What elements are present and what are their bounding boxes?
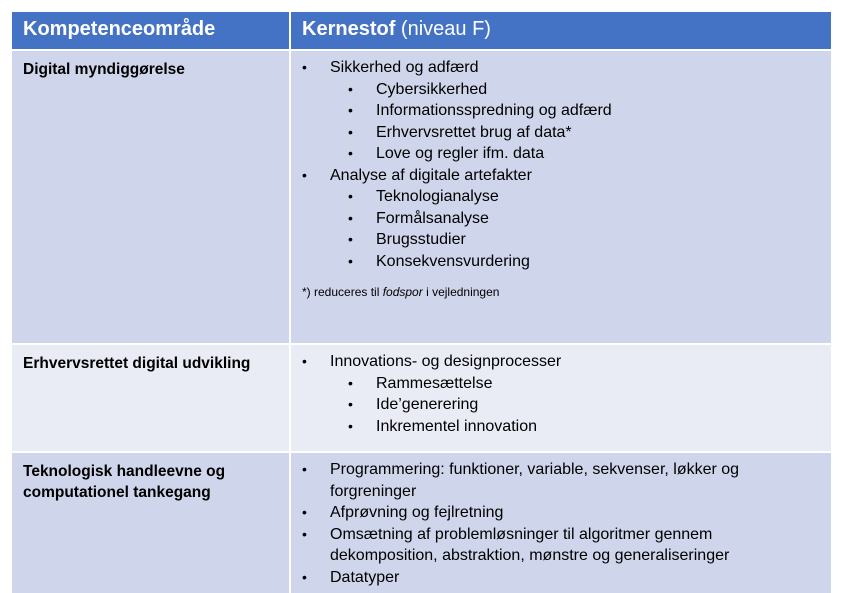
list-item-label: Afprøvning og fejlretning	[330, 504, 504, 521]
bullet-icon: •	[302, 166, 307, 183]
header-col1-label: Kompetenceområde	[23, 18, 216, 40]
header-col2-label: Kernestof	[302, 18, 396, 40]
footnote-italic: fodspor	[382, 285, 423, 299]
bullet-icon: •	[348, 209, 353, 226]
sub-list-item	[348, 79, 820, 101]
content-list	[302, 351, 820, 437]
core-content-cell	[291, 453, 831, 593]
bullet-icon: •	[302, 504, 307, 520]
list-item	[302, 567, 820, 589]
sub-list	[330, 79, 820, 165]
content-list	[302, 459, 820, 588]
sub-list-item	[348, 143, 820, 165]
list-item-label: Innovations- og designprocesser	[330, 353, 562, 370]
sub-list-item	[348, 100, 820, 122]
list-item-label: Datatyper	[330, 568, 400, 586]
sub-list-item	[348, 186, 820, 208]
table-header-row	[12, 12, 831, 51]
list-item	[302, 57, 820, 165]
list-item	[302, 459, 820, 502]
sub-list-item-label: Rammesættelse	[376, 374, 493, 392]
bullet-icon: •	[348, 417, 353, 434]
bullet-icon: •	[348, 80, 353, 97]
list-item	[302, 524, 820, 567]
competence-area-cell	[12, 345, 291, 451]
bullet-icon: •	[302, 353, 307, 369]
sub-list-item-label: Teknologianalyse	[376, 188, 499, 205]
bullet-icon: •	[348, 231, 353, 247]
bullet-icon: •	[302, 461, 307, 477]
sub-list-item	[348, 229, 820, 251]
sub-list-item	[348, 251, 820, 273]
bullet-icon: •	[348, 188, 353, 204]
footnote-prefix: *) reduceres til	[302, 285, 383, 299]
sub-list-item	[348, 373, 820, 395]
header-core-content	[291, 12, 831, 49]
sub-list-item-label: Inkrementel innovation	[376, 417, 537, 435]
competence-area-label: Erhvervsrettet digital udvikling	[23, 355, 251, 372]
sub-list-item-label: Informationsspredning og adfærd	[376, 102, 612, 119]
sub-list	[330, 373, 820, 438]
list-item-label: Programmering: funktioner, variable, sekvenser, løkker og forgreninger	[330, 461, 740, 500]
bullet-icon: •	[348, 396, 353, 412]
sub-list-item	[348, 122, 820, 144]
bullet-icon: •	[348, 102, 353, 118]
bullet-icon: •	[348, 123, 353, 140]
list-item	[302, 502, 820, 524]
list-item	[302, 351, 820, 437]
list-item-label: Omsætning af problemløsninger til algoritmer gennem dekomposition, abstraktion, mønstre og generaliseringer	[330, 525, 730, 564]
footnote	[302, 285, 820, 299]
sub-list	[330, 186, 820, 272]
competence-area-label: Teknologisk handleevne og computationel tankegang	[23, 463, 226, 501]
bullet-icon: •	[348, 252, 353, 269]
list-item-label: Sikkerhed og adfærd	[330, 59, 479, 76]
table-row	[12, 51, 831, 345]
sub-list-item	[348, 394, 820, 416]
sub-list-item-label: Formålsanalyse	[376, 209, 489, 227]
bullet-icon: •	[302, 59, 307, 75]
sub-list-item	[348, 416, 820, 438]
core-content-cell	[291, 345, 831, 451]
sub-list-item	[348, 208, 820, 230]
table-row	[12, 345, 831, 453]
sub-list-item-label: Brugsstudier	[376, 231, 466, 248]
list-item-label: Analyse af digitale artefakter	[330, 166, 532, 184]
footnote-suffix: i vejledningen	[422, 285, 500, 299]
competence-area-label: Digital myndiggørelse	[23, 61, 185, 78]
content-list	[302, 57, 820, 272]
core-content-cell	[291, 51, 831, 343]
competence-table	[12, 12, 831, 593]
sub-list-item-label: Erhvervsrettet brug af data*	[376, 123, 572, 141]
sub-list-item-label: Ide’generering	[376, 396, 479, 413]
header-col2-level: (niveau F)	[395, 18, 491, 40]
bullet-icon: •	[348, 145, 353, 161]
bullet-icon: •	[348, 374, 353, 391]
list-item	[302, 165, 820, 273]
bullet-icon: •	[302, 568, 307, 585]
competence-area-cell	[12, 453, 291, 593]
header-competence-area	[12, 12, 291, 49]
sub-list-item-label: Love og regler ifm. data	[376, 145, 545, 162]
bullet-icon: •	[302, 525, 307, 542]
sub-list-item-label: Cybersikkerhed	[376, 80, 488, 98]
table-row	[12, 453, 831, 593]
competence-area-cell	[12, 51, 291, 343]
sub-list-item-label: Konsekvensvurdering	[376, 252, 530, 270]
